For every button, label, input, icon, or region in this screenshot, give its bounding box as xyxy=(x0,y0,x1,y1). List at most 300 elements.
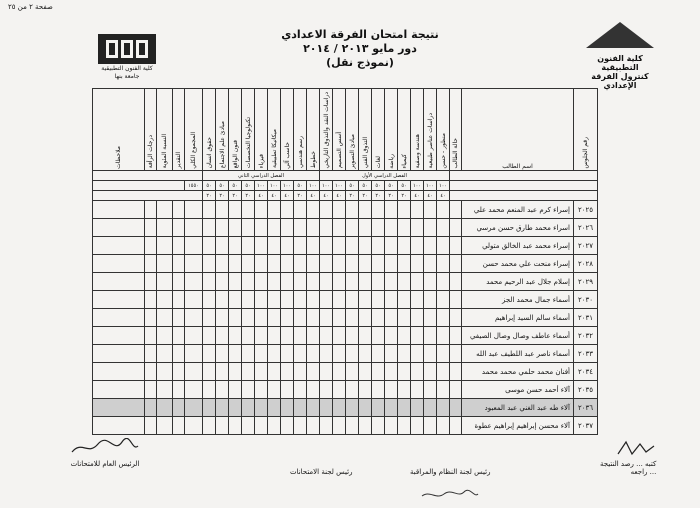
col-total-text: المجموع الكلي xyxy=(190,131,197,169)
grade-cell xyxy=(281,255,294,273)
grade-cell xyxy=(145,219,157,237)
grade-cell xyxy=(145,255,157,273)
grade-cell xyxy=(203,255,216,273)
grade-cell xyxy=(203,417,216,435)
grade-cell xyxy=(294,381,307,399)
grade-cell xyxy=(424,345,437,363)
grade-cell xyxy=(450,381,462,399)
grade-cell xyxy=(346,291,359,309)
grade-cell xyxy=(307,399,320,417)
grade-cell xyxy=(242,219,255,237)
grade-cell xyxy=(185,345,203,363)
grade-cell xyxy=(307,381,320,399)
grade-cell xyxy=(242,291,255,309)
grade-cell xyxy=(203,273,216,291)
col-term2-subject-text: رسم هندسي xyxy=(296,136,304,169)
student-name: أسماء جمال محمد الجز xyxy=(462,291,574,309)
col-term1-subject-text: التذوق الفني xyxy=(361,137,369,169)
grade-cell xyxy=(229,327,242,345)
grade-cell xyxy=(294,219,307,237)
grade-cell xyxy=(346,255,359,273)
col-term2-subject xyxy=(203,89,216,171)
grade-cell xyxy=(294,327,307,345)
grade-cell xyxy=(145,363,157,381)
grade-cell xyxy=(281,417,294,435)
grade-cell xyxy=(255,327,268,345)
signature-label-right-2: راجعه ... xyxy=(630,468,657,476)
table-row xyxy=(93,219,598,237)
grade-cell xyxy=(450,273,462,291)
table-row xyxy=(93,381,598,399)
col-remarks xyxy=(93,89,145,171)
grade-cell xyxy=(203,237,216,255)
student-name: إسراء منحت علي محمد حسن xyxy=(462,255,574,273)
grade-cell xyxy=(242,237,255,255)
grade-cell xyxy=(385,309,398,327)
mark-cell: ١٠٠ xyxy=(411,181,424,191)
grade-cell xyxy=(203,327,216,345)
col-term1-subject xyxy=(333,89,346,171)
mark-cell: ٤٠ xyxy=(437,191,450,201)
table-row xyxy=(93,201,598,219)
grade-cell xyxy=(359,201,372,219)
grade-cell xyxy=(203,363,216,381)
grade-cell xyxy=(229,345,242,363)
col-status xyxy=(450,89,462,171)
grade-cell xyxy=(203,345,216,363)
grade-cell xyxy=(216,237,229,255)
grade-cell xyxy=(268,273,281,291)
mark-cell: ٢٠ xyxy=(294,191,307,201)
grade-cell xyxy=(385,255,398,273)
col-term2-subject xyxy=(216,89,229,171)
grade-cell xyxy=(229,381,242,399)
grade-cell xyxy=(359,219,372,237)
col-total xyxy=(185,89,203,171)
grade-cell xyxy=(398,291,411,309)
col-term2-subject-text: حقوق انسان xyxy=(205,137,213,169)
mark-cell: ١٠٠ xyxy=(333,181,346,191)
grade-cell xyxy=(173,399,185,417)
mark-cell: ٤٠ xyxy=(424,191,437,201)
grade-cell xyxy=(359,237,372,255)
grade-cell xyxy=(424,417,437,435)
grade-cell xyxy=(450,201,462,219)
grade-cell xyxy=(255,417,268,435)
grade-cell xyxy=(385,363,398,381)
grade-cell xyxy=(157,219,173,237)
mark-cell: ٢٠ xyxy=(398,191,411,201)
student-name: أسماء ناصر عبد اللطيف عبد الله xyxy=(462,345,574,363)
col-term2-subject xyxy=(255,89,268,171)
col-status-text: حالة الطالب xyxy=(452,137,459,169)
grade-cell xyxy=(359,363,372,381)
grade-cell xyxy=(411,399,424,417)
grade-cell xyxy=(424,255,437,273)
grade-cell xyxy=(157,309,173,327)
grade-cell xyxy=(203,219,216,237)
col-grade-text: التقدير xyxy=(175,151,182,169)
student-name: آلاء أحمد حسن موسى xyxy=(462,381,574,399)
grade-cell xyxy=(320,417,333,435)
grade-cell xyxy=(346,399,359,417)
grade-cell xyxy=(93,309,145,327)
grade-cell xyxy=(203,309,216,327)
grade-cell xyxy=(333,417,346,435)
mark-cell: ١٠٠ xyxy=(281,181,294,191)
grade-cell xyxy=(268,309,281,327)
grade-cell xyxy=(307,309,320,327)
col-term1-subject xyxy=(398,89,411,171)
grade-cell xyxy=(424,327,437,345)
student-name: إسراء محمد عبد الخالق متولي xyxy=(462,237,574,255)
grade-cell xyxy=(145,201,157,219)
grade-cell xyxy=(173,237,185,255)
grade-cell xyxy=(157,291,173,309)
grade-cell xyxy=(157,327,173,345)
mark-cell: ٤٠ xyxy=(411,191,424,201)
grade-cell xyxy=(320,219,333,237)
seat-number: ٢٠٣٤ xyxy=(574,363,598,381)
grade-cell xyxy=(185,399,203,417)
col-term1-subject-text: هندسة وصفية xyxy=(413,134,421,169)
grade-cell xyxy=(385,345,398,363)
mark-cell: ٢٠ xyxy=(203,191,216,201)
grade-cell xyxy=(372,255,385,273)
grade-cell xyxy=(185,417,203,435)
col-term1-subject-text: منظور - حسن xyxy=(439,132,447,169)
grade-cell xyxy=(281,237,294,255)
col-remarks-text: ملاحظات xyxy=(115,145,122,169)
grade-cell xyxy=(398,399,411,417)
grade-cell xyxy=(294,363,307,381)
control-name: كنترول الفرقة الإعدادي xyxy=(591,72,649,90)
grade-cell xyxy=(229,309,242,327)
grade-cell xyxy=(268,417,281,435)
grade-cell xyxy=(450,363,462,381)
grade-cell xyxy=(145,327,157,345)
grade-cell xyxy=(157,399,173,417)
grade-cell xyxy=(255,399,268,417)
grade-cell xyxy=(255,201,268,219)
grade-cell xyxy=(242,381,255,399)
mark-cell: ٢٠ xyxy=(359,191,372,201)
page-number: صفحة ٢ من ٢٥ xyxy=(8,3,53,11)
grade-cell xyxy=(281,273,294,291)
grade-cell xyxy=(281,327,294,345)
grade-cell xyxy=(385,219,398,237)
grade-cell xyxy=(424,399,437,417)
grade-cell xyxy=(307,237,320,255)
mark-cell: ٥٠ xyxy=(294,181,307,191)
grade-cell xyxy=(411,381,424,399)
grade-cell xyxy=(185,219,203,237)
table-row xyxy=(93,273,598,291)
title-line-1: نتيجة امتحان الفرقة الاعدادي xyxy=(281,28,439,41)
col-term2-subject-text: فنون الواقع xyxy=(231,140,239,169)
col-term1-subject xyxy=(372,89,385,171)
grade-cell xyxy=(185,381,203,399)
grade-cell xyxy=(173,291,185,309)
grade-cell xyxy=(157,237,173,255)
mark-cell: ٤٠ xyxy=(268,191,281,201)
grade-cell xyxy=(450,327,462,345)
grade-cell xyxy=(185,201,203,219)
grade-cell xyxy=(346,201,359,219)
grade-cell xyxy=(242,309,255,327)
seat-number: ٢٠٢٧ xyxy=(574,237,598,255)
grade-cell xyxy=(173,255,185,273)
grade-cell xyxy=(437,327,450,345)
grade-cell xyxy=(93,201,145,219)
grade-cell xyxy=(385,237,398,255)
blank-cell xyxy=(450,181,598,191)
grade-cell xyxy=(333,237,346,255)
col-term2-subject xyxy=(268,89,281,171)
col-term2-subject xyxy=(294,89,307,171)
grade-cell xyxy=(173,381,185,399)
grade-cell xyxy=(294,291,307,309)
grade-cell xyxy=(229,273,242,291)
blank-cell xyxy=(450,171,598,181)
grade-cell xyxy=(346,309,359,327)
grade-cell xyxy=(372,381,385,399)
grade-cell xyxy=(437,255,450,273)
blank-cell xyxy=(450,191,598,201)
mark-cell: ٥٠ xyxy=(385,181,398,191)
table-row xyxy=(93,327,598,345)
grade-cell xyxy=(229,363,242,381)
mark-cell: ٤٠ xyxy=(333,191,346,201)
mark-cell: ٤٠ xyxy=(320,191,333,201)
grade-cell xyxy=(242,345,255,363)
mark-cell: ٤٠ xyxy=(307,191,320,201)
student-name: آلاء طه عبد الغني عبد المعبود xyxy=(462,399,574,417)
table-row xyxy=(93,309,598,327)
grade-cell xyxy=(294,399,307,417)
grade-cell xyxy=(173,201,185,219)
grade-cell xyxy=(229,291,242,309)
col-term1-subject xyxy=(437,89,450,171)
grade-cell xyxy=(372,201,385,219)
grade-cell xyxy=(185,255,203,273)
grade-cell xyxy=(93,291,145,309)
grade-cell xyxy=(398,219,411,237)
grade-cell xyxy=(216,381,229,399)
signature-label-right-1: كتبه ... رصد النتيجة xyxy=(600,460,657,468)
grade-cell xyxy=(346,363,359,381)
title-line-3: (نموذج نقل) xyxy=(326,56,394,69)
grade-cell xyxy=(359,327,372,345)
grade-cell xyxy=(333,201,346,219)
grade-cell xyxy=(372,345,385,363)
grade-cell xyxy=(157,273,173,291)
grade-cell xyxy=(411,219,424,237)
max-marks-row xyxy=(93,181,598,191)
grade-cell xyxy=(398,363,411,381)
grade-cell xyxy=(294,201,307,219)
grade-cell xyxy=(216,345,229,363)
grade-cell xyxy=(216,273,229,291)
grade-cell xyxy=(359,417,372,435)
mark-cell: ١٥٥٠ xyxy=(185,181,203,191)
col-term2-subject xyxy=(242,89,255,171)
grade-cell xyxy=(93,327,145,345)
grade-cell xyxy=(185,363,203,381)
grade-cell xyxy=(203,291,216,309)
grade-cell xyxy=(255,309,268,327)
grade-cell xyxy=(437,291,450,309)
grade-cell xyxy=(385,381,398,399)
logo-caption: كلية الفنون التطبيقية جامعة بنها xyxy=(101,65,153,80)
grade-cell xyxy=(93,381,145,399)
grade-cell xyxy=(242,273,255,291)
grade-cell xyxy=(398,237,411,255)
grade-cell xyxy=(307,273,320,291)
grade-cell xyxy=(450,219,462,237)
grade-cell xyxy=(242,363,255,381)
grade-cell xyxy=(216,327,229,345)
grade-cell xyxy=(359,291,372,309)
grade-cell xyxy=(424,201,437,219)
grade-cell xyxy=(307,201,320,219)
mark-cell: ١٠٠ xyxy=(437,181,450,191)
grade-cell xyxy=(294,255,307,273)
grade-cell xyxy=(320,399,333,417)
blank-cell xyxy=(93,171,203,181)
mark-cell: ١٠٠ xyxy=(268,181,281,191)
col-term1-subject xyxy=(359,89,372,171)
signature-exams-committee: رئيس لجنة الامتحانات xyxy=(290,468,353,476)
grade-cell xyxy=(307,255,320,273)
grade-cell xyxy=(346,327,359,345)
grade-cell xyxy=(333,219,346,237)
mark-cell: ٥٠ xyxy=(372,181,385,191)
grade-cell xyxy=(294,237,307,255)
grade-cell xyxy=(229,219,242,237)
faculty-logo xyxy=(580,22,660,90)
col-term1-subject xyxy=(346,89,359,171)
grade-cell xyxy=(216,399,229,417)
grade-cell xyxy=(359,273,372,291)
grade-cell xyxy=(450,345,462,363)
grade-cell xyxy=(437,381,450,399)
signature-icon xyxy=(70,438,140,458)
term2-label: الفصل الدراسي الثاني xyxy=(203,171,320,181)
blank-cell xyxy=(93,181,185,191)
grade-cell xyxy=(203,201,216,219)
grade-cell xyxy=(320,381,333,399)
grade-cell xyxy=(185,273,203,291)
col-seat-text: رقم الجلوس xyxy=(582,136,589,169)
grade-cell xyxy=(255,219,268,237)
mark-cell: ٥٠ xyxy=(398,181,411,191)
grade-cell xyxy=(281,201,294,219)
col-term2-subject-text: تكنولوجيا التخصصات xyxy=(244,117,252,169)
grade-cell xyxy=(333,363,346,381)
grade-cell xyxy=(398,309,411,327)
grade-cell xyxy=(268,363,281,381)
student-name: أسماء عاطف وصال وصال الصيفي xyxy=(462,327,574,345)
grade-cell xyxy=(372,399,385,417)
table-row xyxy=(93,255,598,273)
grade-cell xyxy=(320,309,333,327)
signature-label-left: الرئيس العام للامتحانات xyxy=(70,460,140,468)
seat-number: ٢٠٢٦ xyxy=(574,219,598,237)
seat-number: ٢٠٢٩ xyxy=(574,273,598,291)
signature-order-committee: رئيس لجنة النظام والمراقبة xyxy=(410,468,491,476)
grade-cell xyxy=(333,327,346,345)
grade-cell xyxy=(268,399,281,417)
grade-cell xyxy=(372,219,385,237)
grade-cell xyxy=(307,345,320,363)
grade-cell xyxy=(268,291,281,309)
mark-cell: ٥٠ xyxy=(229,181,242,191)
grade-cell xyxy=(255,345,268,363)
grade-cell xyxy=(320,345,333,363)
grade-cell xyxy=(450,255,462,273)
grade-cell xyxy=(255,237,268,255)
col-term2-subject xyxy=(307,89,320,171)
grade-cell xyxy=(93,255,145,273)
signature-general-head xyxy=(60,438,150,468)
mark-cell: ١٠٠ xyxy=(307,181,320,191)
mark-cell: ٥٠ xyxy=(359,181,372,191)
pyramid-icon xyxy=(586,22,654,48)
grade-cell xyxy=(437,309,450,327)
col-term2-subject-text: ميكانيكا تطبيقية xyxy=(270,129,278,169)
grade-cell xyxy=(411,345,424,363)
grade-cell xyxy=(307,363,320,381)
col-term2-subject-text: فيزياء xyxy=(257,154,265,169)
col-percent-text: النسبة المئوية xyxy=(161,134,168,169)
faculty-name: كلية الفنون التطبيقية xyxy=(597,54,643,72)
grade-cell xyxy=(157,363,173,381)
grade-cell xyxy=(268,255,281,273)
grade-cell xyxy=(411,255,424,273)
grade-cell xyxy=(398,273,411,291)
student-name: أسماء سالم السيد إبراهيم xyxy=(462,309,574,327)
grade-cell xyxy=(411,273,424,291)
seat-number: ٢٠٣٠ xyxy=(574,291,598,309)
grade-cell xyxy=(145,309,157,327)
grade-cell xyxy=(437,417,450,435)
grade-cell xyxy=(255,291,268,309)
grade-cell xyxy=(450,291,462,309)
mark-cell: ٥٠ xyxy=(203,181,216,191)
grade-cell xyxy=(185,309,203,327)
grade-cell xyxy=(437,273,450,291)
grade-cell xyxy=(424,273,437,291)
grade-cell xyxy=(268,345,281,363)
mark-cell: ٢٠ xyxy=(372,191,385,201)
grade-cell xyxy=(255,363,268,381)
grade-cell xyxy=(372,417,385,435)
grade-cell xyxy=(216,219,229,237)
title-line-2: دور مايو ٢٠١٣ / ٢٠١٤ xyxy=(303,42,417,55)
grade-cell xyxy=(294,345,307,363)
grade-cell xyxy=(145,291,157,309)
col-rounding-text: درجات الرأفة xyxy=(147,135,154,169)
grade-cell xyxy=(346,345,359,363)
grade-cell xyxy=(320,237,333,255)
student-name: اسراء محمد طارق حسن مرسي xyxy=(462,219,574,237)
seat-number: ٢٠٣٦ xyxy=(574,399,598,417)
grade-cell xyxy=(307,219,320,237)
grade-cell xyxy=(173,273,185,291)
grade-cell xyxy=(93,219,145,237)
grade-cell xyxy=(216,309,229,327)
